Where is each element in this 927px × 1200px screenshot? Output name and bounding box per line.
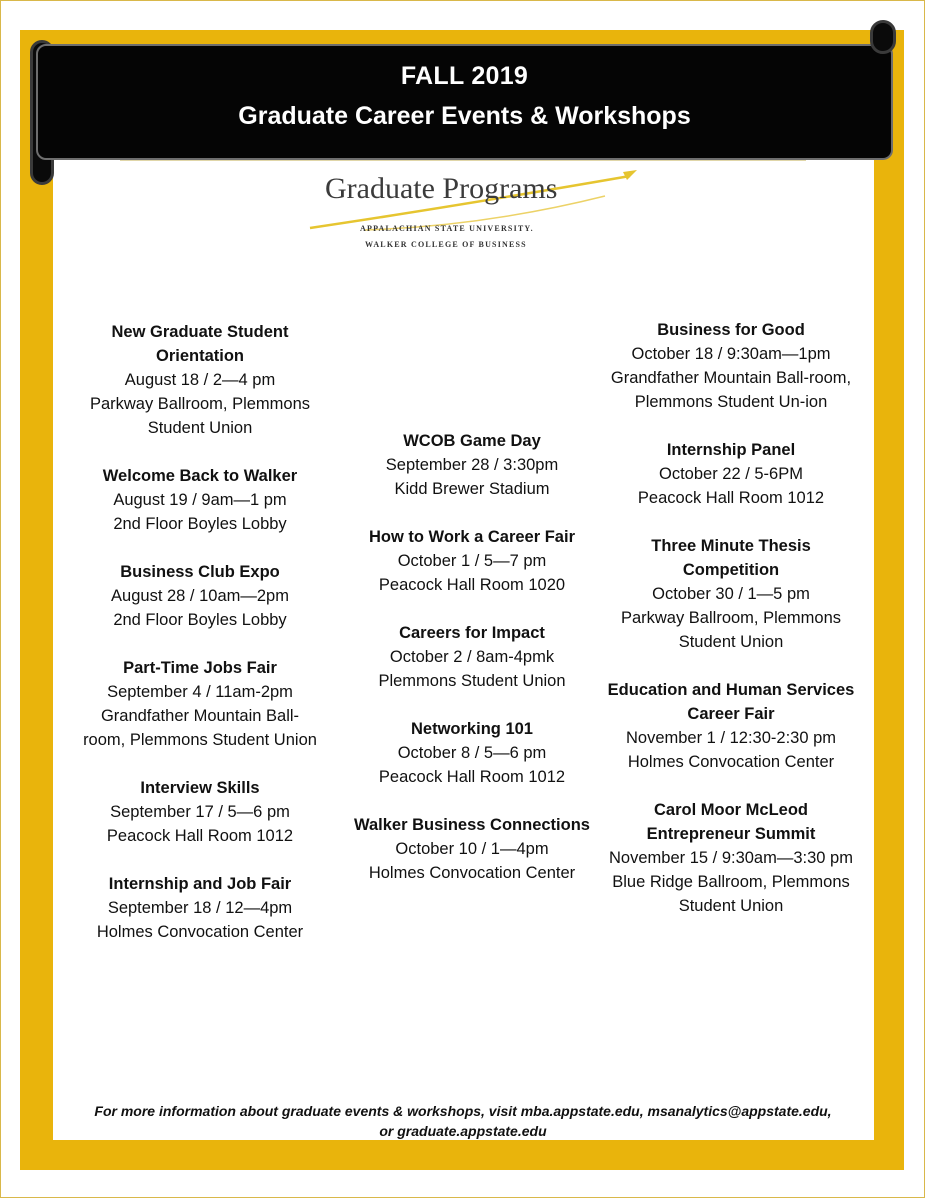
event-location: Peacock Hall Room 1020 [378, 576, 566, 594]
event-date: October 30 / 1—5 pm [652, 585, 810, 603]
event-title: Internship Panel [666, 441, 796, 459]
event-item [82, 464, 318, 536]
event-title: Three Minute Thesis Competition [651, 537, 811, 579]
graduate-programs-logo [305, 168, 640, 258]
event-location: Peacock Hall Room 1012 [106, 827, 294, 845]
events-column-middle [346, 429, 598, 909]
event-date: September 4 / 11am-2pm [107, 683, 293, 701]
banner-underline [120, 160, 806, 161]
event-location: Holmes Convocation Center [368, 864, 576, 882]
event-title: Interview Skills [140, 779, 260, 797]
footer-line-2: or graduate.appstate.edu [379, 1123, 547, 1139]
logo-college: WALKER COLLEGE OF BUSINESS [365, 240, 527, 249]
event-item [606, 318, 856, 414]
event-date: September 17 / 5—6 pm [110, 803, 290, 821]
scroll-curl-right [870, 20, 896, 54]
event-title: Walker Business Connections [354, 816, 590, 834]
event-item [346, 525, 598, 597]
event-title: How to Work a Career Fair [368, 528, 575, 546]
event-date: October 10 / 1—4pm [395, 840, 549, 858]
event-title: WCOB Game Day [403, 432, 541, 450]
event-title: Education and Human Services Career Fair [607, 681, 855, 723]
event-location: Holmes Convocation Center [627, 753, 835, 771]
event-date: November 1 / 12:30-2:30 pm [625, 729, 837, 747]
footer-info [60, 1101, 866, 1141]
event-location: Blue Ridge Ballroom, Plemmons Student Union [612, 873, 850, 915]
event-item [82, 320, 318, 440]
event-title: Part-Time Jobs Fair [123, 659, 277, 677]
event-title: Networking 101 [411, 720, 533, 738]
event-item [82, 560, 318, 632]
event-item [82, 872, 318, 944]
event-item [82, 776, 318, 848]
page-title: FALL 2019 [400, 62, 529, 90]
footer-line-1: For more information about graduate events & workshops, visit mba.appstate.edu, msanalytics@appstate.edu, [94, 1103, 832, 1119]
event-item [606, 798, 856, 918]
event-location: Peacock Hall Room 1012 [378, 768, 566, 786]
event-title: Business for Good [657, 321, 805, 339]
event-item [346, 621, 598, 693]
events-column-left [82, 320, 318, 968]
logo-wordmark: Graduate Programs [325, 172, 558, 205]
event-date: October 2 / 8am-4pmk [389, 648, 555, 666]
event-date: November 15 / 9:30am—3:30 pm [609, 849, 853, 867]
events-column-right [606, 318, 856, 942]
event-item [606, 534, 856, 654]
event-location: Plemmons Student Union [378, 672, 566, 690]
header-banner [36, 44, 893, 160]
event-item [346, 813, 598, 885]
event-date: October 18 / 9:30am—1pm [631, 345, 831, 363]
event-item [606, 438, 856, 510]
page-subtitle: Graduate Career Events & Workshops [238, 102, 691, 130]
event-item [606, 678, 856, 774]
event-title: New Graduate Student Orientation [111, 323, 289, 365]
logo-university: APPALACHIAN STATE UNIVERSITY. [360, 224, 534, 233]
event-location: Grandfather Mountain Ball-room, Plemmons Student Un-ion [610, 369, 852, 411]
event-date: September 28 / 3:30pm [385, 456, 559, 474]
event-item [346, 717, 598, 789]
event-date: October 8 / 5—6 pm [397, 744, 547, 762]
event-location: 2nd Floor Boyles Lobby [113, 515, 287, 533]
event-item [346, 429, 598, 501]
event-location: 2nd Floor Boyles Lobby [113, 611, 287, 629]
event-title: Careers for Impact [399, 624, 545, 642]
event-location: Grandfather Mountain Ball-room, Plemmons Student Union [83, 707, 317, 749]
event-date: October 22 / 5-6PM [659, 465, 803, 483]
event-date: October 1 / 5—7 pm [397, 552, 547, 570]
event-title: Internship and Job Fair [108, 875, 292, 893]
event-date: August 19 / 9am—1 pm [113, 491, 287, 509]
event-location: Peacock Hall Room 1012 [637, 489, 825, 507]
event-location: Holmes Convocation Center [96, 923, 304, 941]
event-title: Business Club Expo [120, 563, 280, 581]
event-date: August 18 / 2—4 pm [124, 371, 276, 389]
event-location: Parkway Ballroom, Plemmons Student Union [89, 395, 311, 437]
event-date: August 28 / 10am—2pm [111, 587, 289, 605]
event-title: Welcome Back to Walker [102, 467, 298, 485]
event-item [82, 656, 318, 752]
event-date: September 18 / 12—4pm [107, 899, 293, 917]
event-title: Carol Moor McLeod Entrepreneur Summit [646, 801, 816, 843]
event-location: Parkway Ballroom, Plemmons Student Union [620, 609, 842, 651]
event-location: Kidd Brewer Stadium [394, 480, 550, 498]
